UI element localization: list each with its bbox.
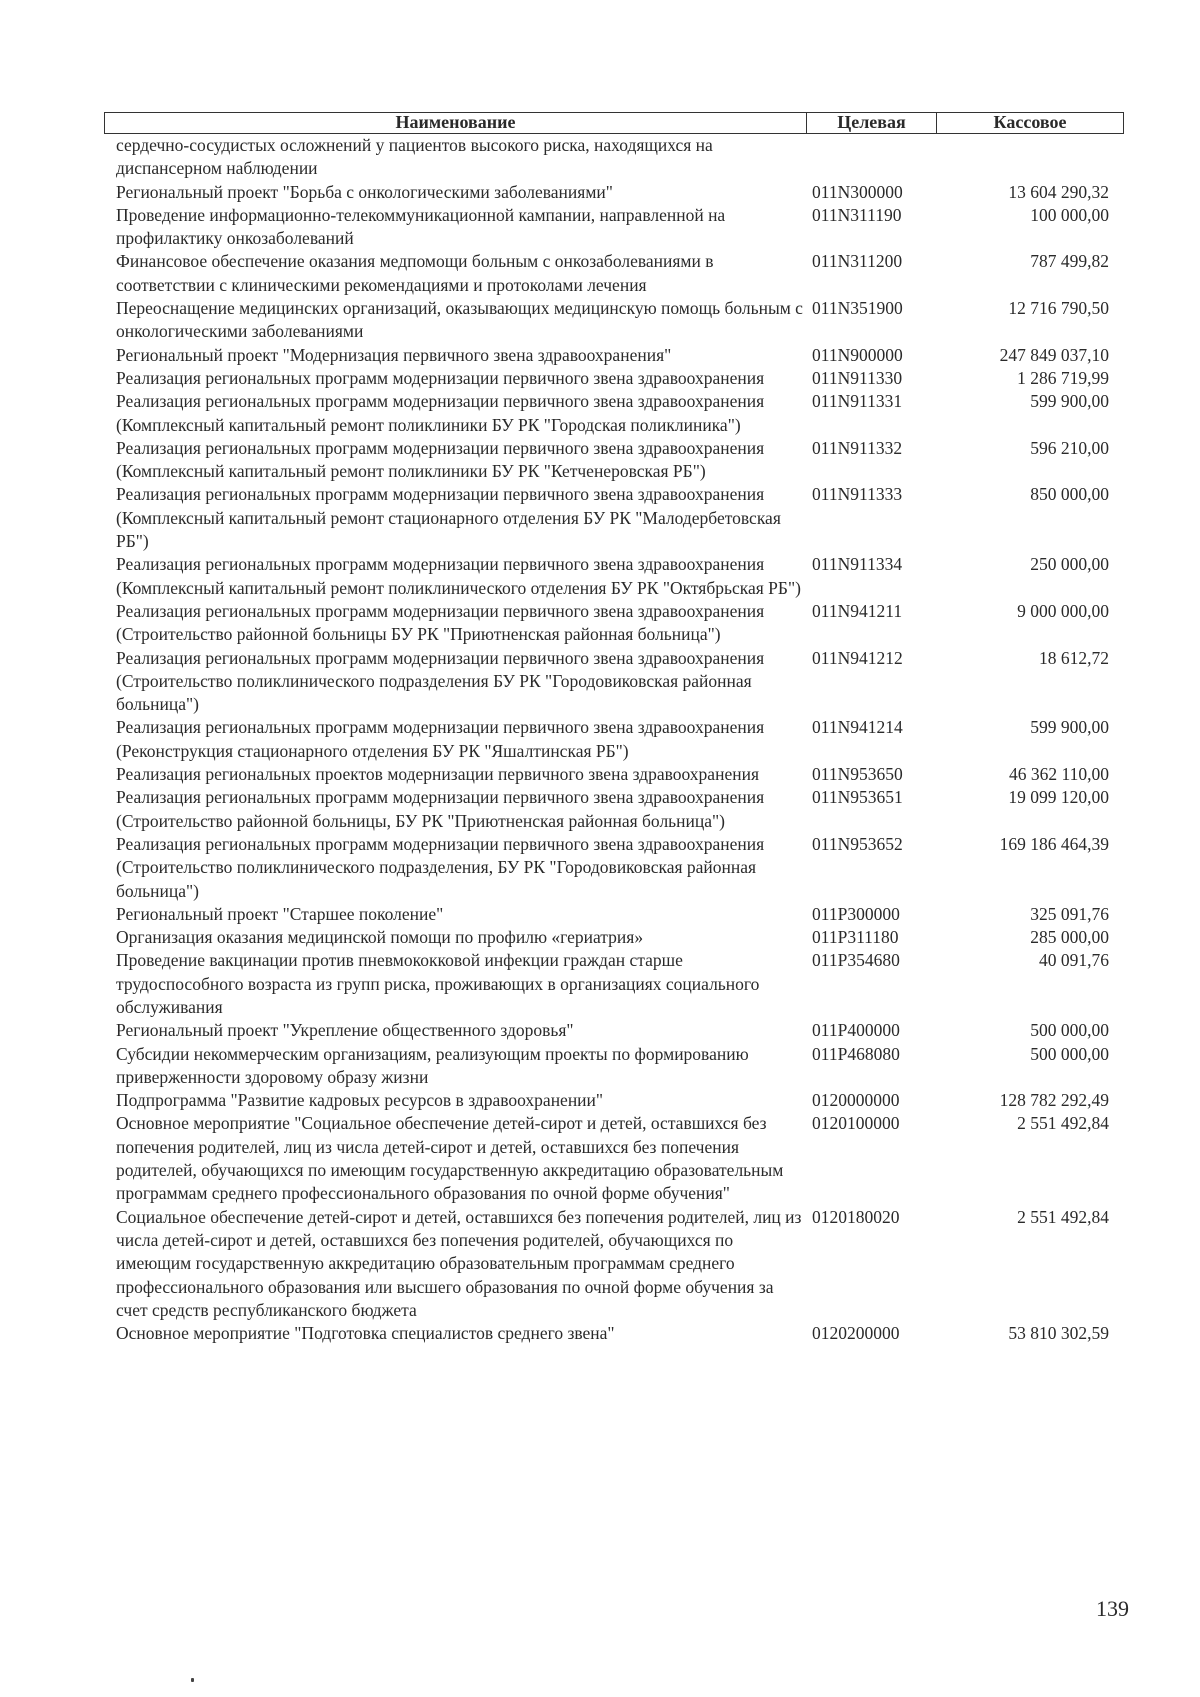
- row-name: Реализация региональных проектов модернизации первичного звена здравоохранения: [116, 764, 759, 785]
- row-code: 011N911332: [812, 437, 903, 458]
- row-code: 011N900000: [812, 344, 903, 365]
- row-name: Финансовое обеспечение оказания медпомощи больным с онкозаболеваниями в соответствии с клиническими рекомендациями и протоколами лечения: [116, 251, 714, 295]
- row-name: Региональный проект "Модернизация первичного звена здравоохранения": [116, 344, 672, 365]
- row-amount: 19 099 120,00: [1008, 787, 1109, 808]
- table-row: [104, 1112, 1124, 1205]
- row-code: 011P400000: [812, 1020, 900, 1041]
- row-amount: 500 000,00: [1030, 1043, 1109, 1064]
- row-code: 011N953652: [812, 833, 903, 854]
- row-amount: 13 604 290,32: [1008, 181, 1109, 202]
- row-amount: 596 210,00: [1030, 437, 1109, 458]
- row-amount: 40 091,76: [1039, 950, 1109, 971]
- row-name: Основное мероприятие "Подготовка специалистов среднего звена": [116, 1323, 615, 1344]
- row-name: Реализация региональных программ модернизации первичного звена здравоохранения (Комплексный капитальный ремонт стационарного отделения БУ РК "Малодербетовская РБ"): [116, 484, 781, 552]
- table-row: [104, 1089, 1124, 1112]
- row-code: 0120100000: [812, 1113, 900, 1134]
- row-code: 011P300000: [812, 903, 900, 924]
- row-amount: 128 782 292,49: [999, 1090, 1109, 1111]
- table-row: [104, 1206, 1124, 1322]
- row-amount: 787 499,82: [1030, 251, 1109, 272]
- row-code: 011N941214: [812, 717, 903, 738]
- row-amount: 1 286 719,99: [1017, 367, 1109, 388]
- header-code: Целевая: [807, 113, 937, 133]
- row-name: Региональный проект "Укрепление общественного здоровья": [116, 1020, 574, 1041]
- row-code: 011N911331: [812, 391, 903, 412]
- table-row: [104, 367, 1124, 390]
- table-row: [104, 134, 1124, 181]
- row-code: 011N311200: [812, 251, 903, 272]
- row-name: Реализация региональных программ модернизации первичного звена здравоохранения (Комплексный капитальный ремонт поликлиники БУ РК "Кетченеровская РБ"): [116, 437, 765, 482]
- row-code: 011N953651: [812, 787, 903, 808]
- row-code: 011N941211: [812, 600, 903, 621]
- row-name: Организация оказания медицинской помощи по профилю «гериатрия»: [116, 927, 644, 948]
- table-row: [104, 204, 1124, 251]
- row-name: Проведение вакцинации против пневмококковой инфекции граждан старше трудоспособного возраста из групп риска, проживающих в организациях социального обслуживания: [116, 950, 760, 1017]
- row-name: Региональный проект "Борьба с онкологическими заболеваниями": [116, 181, 613, 202]
- row-code: 011N911334: [812, 554, 903, 575]
- table-row: [104, 1043, 1124, 1090]
- row-amount: 46 362 110,00: [1009, 764, 1109, 785]
- row-amount: 12 716 790,50: [1008, 298, 1109, 319]
- table-row: [104, 483, 1124, 553]
- table-row: [104, 949, 1124, 1019]
- table-row: [104, 1322, 1124, 1345]
- row-amount: 169 186 464,39: [999, 833, 1109, 854]
- row-name: Проведение информационно-телекоммуникационной кампании, направленной на профилактику онкозаболеваний: [116, 204, 726, 249]
- row-code: 0120200000: [812, 1323, 900, 1344]
- row-amount: 599 900,00: [1030, 717, 1109, 738]
- table-row: [104, 903, 1124, 926]
- scan-speck: [191, 1678, 194, 1682]
- row-amount: [954, 134, 1109, 181]
- table-row: [104, 437, 1124, 484]
- table-row: [104, 390, 1124, 437]
- row-code: 011N300000: [812, 181, 903, 202]
- table-row: [104, 297, 1124, 344]
- row-name: Реализация региональных программ модернизации первичного звена здравоохранения (Строительство поликлинического подразделения, БУ РК "Городовиковская районная больница"): [116, 833, 765, 901]
- table-row: [104, 1019, 1124, 1042]
- row-name: Реализация региональных программ модернизации первичного звена здравоохранения (Строительство районной больницы, БУ РК "Приютненская районная больница"): [116, 787, 765, 831]
- row-name: сердечно-сосудистых осложнений у пациентов высокого риска, находящихся на диспансерном наблюдении: [116, 135, 713, 179]
- table-row: [104, 600, 1124, 647]
- row-name: Субсидии некоммерческим организациям, реализующим проекты по формированию приверженности здоровому образу жизни: [116, 1043, 749, 1087]
- row-name: Социальное обеспечение детей-сирот и детей, оставшихся без попечения родителей, лиц из числа детей-сирот и детей, оставшихся без попечения родителей, обучающихся по имеющим государственную аккредитацию образовательным программам среднего профессионального образования или высшего образования по очной форме обучения за счет средств республиканского бюджета: [116, 1206, 802, 1320]
- row-amount: 53 810 302,59: [1008, 1323, 1109, 1344]
- table-header: [104, 112, 1124, 134]
- table-row: [104, 926, 1124, 949]
- row-amount: 18 612,72: [1039, 647, 1109, 668]
- row-amount: 9 000 000,00: [1017, 600, 1109, 621]
- page-number: 139: [1096, 1596, 1129, 1621]
- row-amount: 599 900,00: [1030, 391, 1109, 412]
- row-name: Реализация региональных программ модернизации первичного звена здравоохранения (Комплексный капитальный ремонт поликлинического отделения БУ РК "Октябрьская РБ"): [116, 554, 801, 598]
- row-code: 0120180020: [812, 1206, 900, 1227]
- table-row: [104, 553, 1124, 600]
- row-amount: 325 091,76: [1030, 903, 1109, 924]
- table-row: [104, 833, 1124, 903]
- row-name: Основное мероприятие "Социальное обеспечение детей-сирот и детей, оставшихся без попечения родителей, лиц из числа детей-сирот и детей, оставшихся без попечения родителей, обучающихся по имеющим государственную аккредитацию образовательным программам среднего профессионального образования по очной форме обучения": [116, 1113, 784, 1204]
- row-name: Реализация региональных программ модернизации первичного звена здравоохранения: [116, 367, 765, 388]
- row-code: 011P468080: [812, 1043, 900, 1064]
- table-row: [104, 344, 1124, 367]
- header-name: Наименование: [105, 113, 807, 133]
- row-amount: 100 000,00: [1030, 204, 1109, 225]
- row-amount: 285 000,00: [1030, 927, 1109, 948]
- row-name: Региональный проект "Старшее поколение": [116, 903, 444, 924]
- row-code: 011P354680: [812, 950, 900, 971]
- header-amount: Кассовое: [993, 113, 1067, 132]
- table-body: [104, 134, 1124, 1345]
- table-row: [104, 250, 1124, 297]
- table-row: [104, 786, 1124, 833]
- row-amount: 850 000,00: [1030, 484, 1109, 505]
- row-name: Реализация региональных программ модернизации первичного звена здравоохранения (Комплексный капитальный ремонт поликлиники БУ РК "Городская поликлиника"): [116, 391, 765, 435]
- row-code: 011N911333: [812, 484, 903, 505]
- row-code: 011N941212: [812, 647, 903, 668]
- row-amount: 500 000,00: [1030, 1020, 1109, 1041]
- row-code: 011N911330: [812, 367, 903, 388]
- row-amount: 250 000,00: [1030, 554, 1109, 575]
- row-name: Подпрограмма "Развитие кадровых ресурсов в здравоохранении": [116, 1090, 604, 1111]
- row-amount: 2 551 492,84: [1017, 1206, 1109, 1227]
- table-row: [104, 716, 1124, 763]
- row-code: 011N351900: [812, 298, 903, 319]
- row-code: 011P311180: [812, 927, 899, 948]
- row-code: 011N311190: [812, 204, 902, 225]
- row-name: Реализация региональных программ модернизации первичного звена здравоохранения (Строительство поликлинического подразделения БУ РК "Городовиковская районная больница"): [116, 647, 765, 715]
- row-code: 011N953650: [812, 764, 903, 785]
- row-code: [804, 134, 954, 181]
- table-row: [104, 763, 1124, 786]
- table-row: [104, 647, 1124, 717]
- row-amount: 247 849 037,10: [999, 344, 1109, 365]
- row-amount: 2 551 492,84: [1017, 1113, 1109, 1134]
- table-row: [104, 181, 1124, 204]
- row-name: Реализация региональных программ модернизации первичного звена здравоохранения (Строительство районной больницы БУ РК "Приютненская районная больница"): [116, 600, 765, 645]
- row-name: Переоснащение медицинских организаций, оказывающих медицинскую помощь больным с онкологическими заболеваниями: [116, 298, 803, 342]
- budget-table: [104, 112, 1124, 1345]
- row-code: 0120000000: [812, 1090, 900, 1111]
- row-name: Реализация региональных программ модернизации первичного звена здравоохранения (Реконструкция стационарного отделения БУ РК "Яшалтинская РБ"): [116, 717, 765, 761]
